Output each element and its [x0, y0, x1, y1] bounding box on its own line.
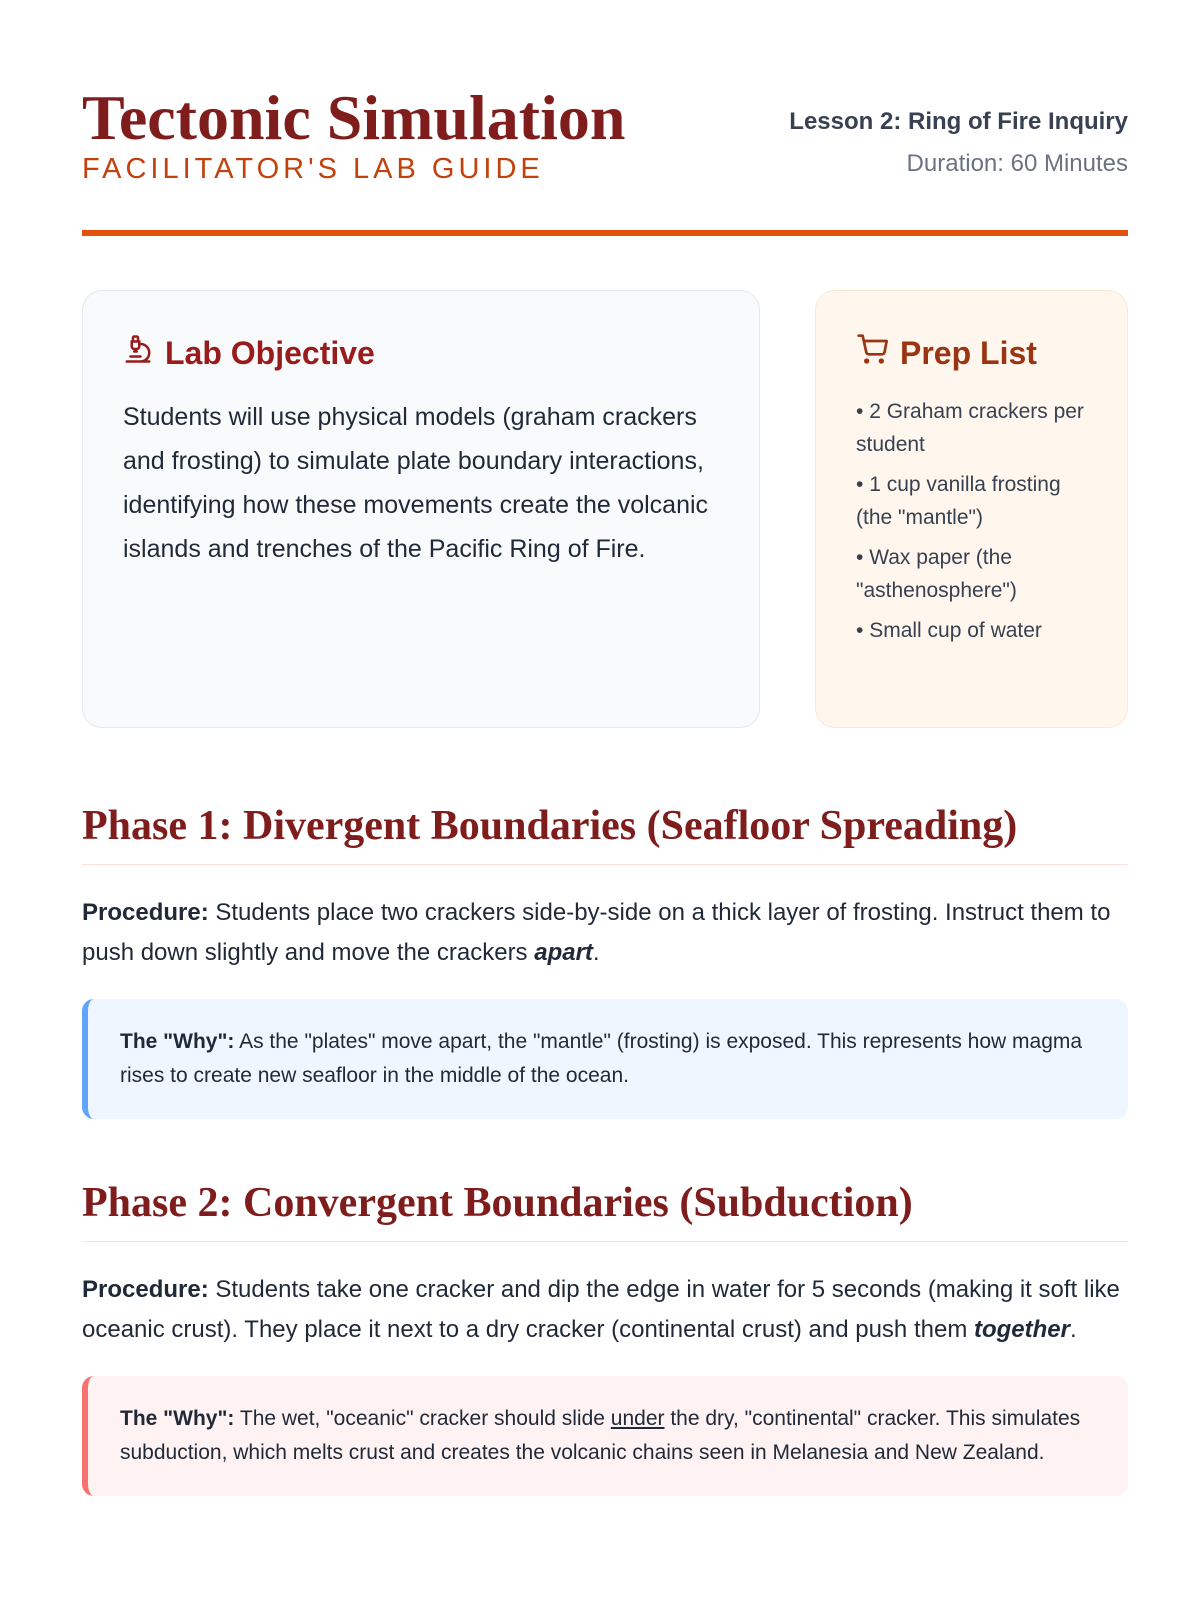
lesson-label: Lesson 2: Ring of Fire Inquiry — [789, 108, 1128, 136]
prep-item: • Wax paper (the "asthenosphere") — [856, 541, 1087, 607]
page-title: Tectonic Simulation — [82, 82, 626, 153]
prep-list-heading: Prep List — [900, 334, 1037, 371]
microscope-icon — [123, 333, 153, 373]
lab-objective-heading: Lab Objective — [165, 334, 375, 371]
prep-list-card — [815, 290, 1128, 728]
prep-item: • Small cup of water — [856, 614, 1087, 647]
phase-1-heading: Phase 1: Divergent Boundaries (Seafloor Spreading) — [82, 802, 1128, 865]
header — [82, 84, 1128, 236]
lab-objective-card — [82, 290, 760, 728]
page-subtitle: FACILITATOR'S LAB GUIDE — [82, 153, 544, 186]
duration-label: Duration: 60 Minutes — [906, 150, 1128, 178]
prep-item: • 1 cup vanilla frosting (the "mantle") — [856, 468, 1087, 534]
phase-2-heading: Phase 2: Convergent Boundaries (Subduction) — [82, 1179, 1128, 1242]
phase-2-procedure: Procedure: Students take one cracker and dip the edge in water for 5 seconds (making it soft like oceanic crust). They place it next to a dry cracker (continental crust) and push them together. — [82, 1276, 1120, 1344]
cart-icon — [856, 333, 888, 373]
phase-2-why-callout: The "Why": The wet, "oceanic" cracker should slide under the dry, "continental" cracker. This simulates subduction, which melts crust and creates the volcanic chains seen in Melanesia and New Zealand. — [82, 1376, 1128, 1496]
phase-1-procedure: Procedure: Students place two crackers side-by-side on a thick layer of frosting. Instruct them to push down slightly and move the crackers apart. — [82, 899, 1111, 967]
lab-objective-text: Students will use physical models (graham crackers and frosting) to simulate plate boundary interactions, identifying how these movements create the volcanic islands and trenches of the Pacific Ring of Fire. — [123, 403, 709, 564]
phase-1-why-callout: The "Why": As the "plates" move apart, the "mantle" (frosting) is exposed. This represents how magma rises to create new seafloor in the middle of the ocean. — [82, 999, 1128, 1119]
prep-item: • 2 Graham crackers per student — [856, 395, 1087, 461]
